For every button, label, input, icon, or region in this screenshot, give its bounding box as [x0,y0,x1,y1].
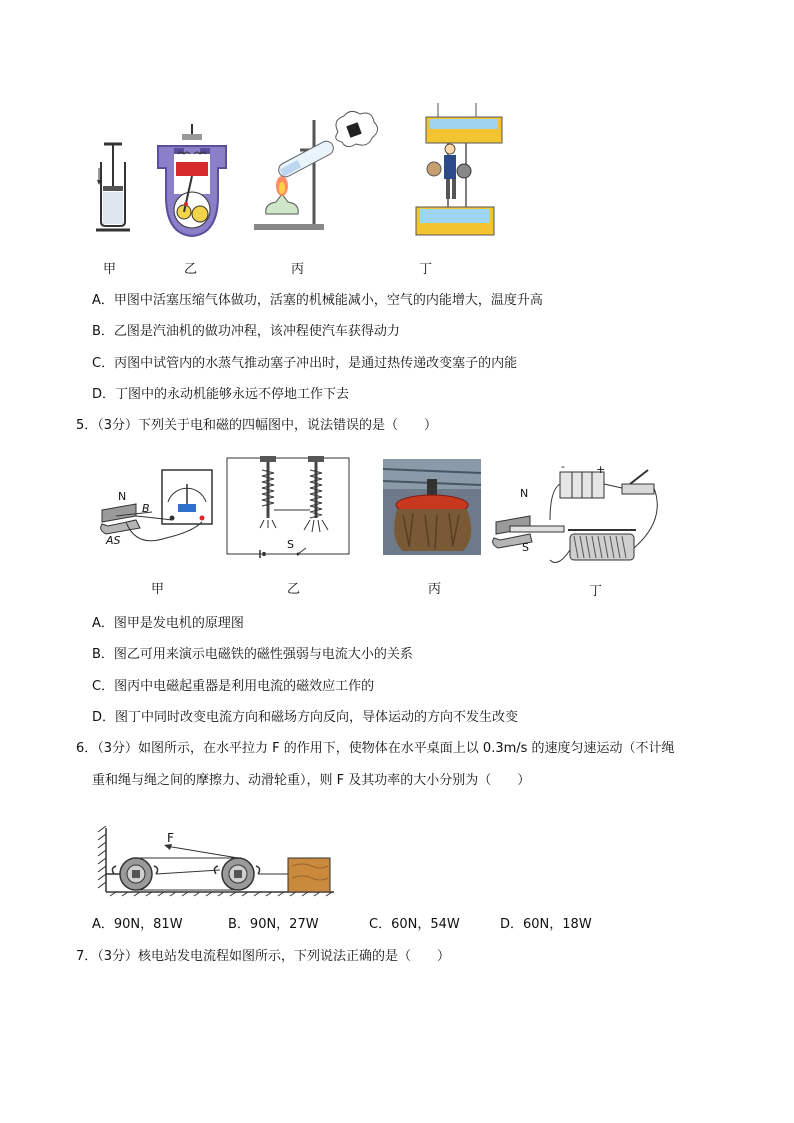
q5-option-d: D．图丁中同时改变电流方向和磁场方向反向，导体运动的方向不发生改变 [92,710,519,725]
q5-ding-label-plus: + [596,463,606,476]
q5-stem: 5．（3分）下列关于电和磁的四幅图中，说法错误的是（ ） [76,418,438,433]
q5-caption-jia: 甲 [151,582,165,597]
q6-label-f: F [167,831,174,845]
q6-option-b: B．90N，27W [228,917,319,932]
q4-fig-yi-engine [152,124,232,240]
q5-option-c: C．图丙中电磁起重器是利用电流的磁效应工作的 [92,679,375,694]
q5-fig-ding-motor [490,460,670,572]
q5-ding-label-minus: - [561,460,565,473]
q5-option-a: A．图甲是发电机的原理图 [92,616,244,631]
q4-caption-bing: 丙 [291,262,305,277]
q7-stem: 7．（3分）核电站发电流程如图所示，下列说法正确的是（ ） [76,949,451,964]
q4-option-a: A．甲图中活塞压缩气体做功，活塞的机械能减小，空气的内能增大，温度升高 [92,293,543,308]
q4-option-d: D．丁图中的永动机能够永远不停地工作下去 [92,387,350,402]
q5-fig-bing-crane-photo [383,459,481,555]
q4-option-c: C．丙图中试管内的水蒸气推动塞子冲出时，是通过热传递改变塞子的内能 [92,356,518,371]
q5-caption-ding: 丁 [589,584,603,599]
q4-caption-yi: 乙 [184,262,198,277]
q5-jia-label-n: N [118,490,127,503]
q5-jia-label-as: AS [106,534,121,547]
q4-caption-jia: 甲 [103,262,117,277]
q6-option-c: C．60N，54W [369,917,460,932]
q6-option-d: D．60N，18W [500,917,592,932]
q6-stem-line2: 重和绳与绳之间的摩擦力、动滑轮重），则 F 及其功率的大小分别为（ ） [92,773,531,788]
q4-fig-jia-piston [96,140,130,232]
q4-caption-ding: 丁 [419,262,433,277]
q5-caption-yi: 乙 [287,582,301,597]
q5-yi-label-s: S [287,538,294,551]
q4-fig-bing-testtube [252,110,380,232]
q6-stem-line1: 6．（3分）如图所示，在水平拉力 F 的作用下，使物体在水平桌面上以 0.3m/s 的速度匀速运动（不计绳 [76,741,675,756]
q5-caption-bing: 丙 [428,582,442,597]
q5-option-b: B．图乙可用来演示电磁铁的磁性强弱与电流大小的关系 [92,647,413,662]
q4-fig-ding-perpetual [408,103,504,241]
q6-fig-pulley-system [98,826,334,896]
q5-ding-label-n: N [520,487,529,500]
q5-jia-label-b: B [142,502,150,515]
q5-ding-label-s: S [522,541,529,554]
q4-option-b: B．乙图是汽油机的做功冲程，该冲程使汽车获得动力 [92,324,400,339]
q6-option-a: A．90N，81W [92,917,183,932]
